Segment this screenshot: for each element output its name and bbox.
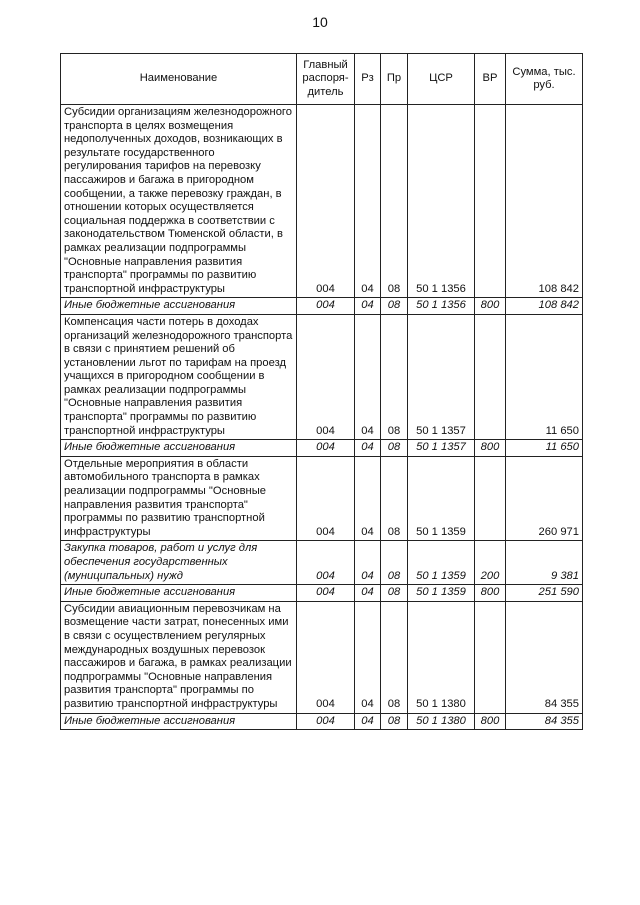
row-pr: 08	[381, 298, 408, 315]
row-pr: 08	[381, 314, 408, 439]
row-glavny: 004	[297, 314, 355, 439]
row-sum: 11 650	[506, 440, 583, 457]
table-row	[61, 601, 583, 713]
row-csr: 50 1 1356	[408, 105, 475, 298]
header-sum: Сумма, тыс. руб.	[506, 54, 583, 105]
row-rz: 04	[355, 713, 381, 730]
row-name: Иные бюджетные ассигнования	[61, 585, 297, 602]
table-row	[61, 440, 583, 457]
row-csr: 50 1 1359	[408, 456, 475, 541]
row-vr: 800	[475, 298, 506, 315]
budget-table	[60, 53, 583, 730]
header-csr: ЦСР	[408, 54, 475, 105]
row-sum: 251 590	[506, 585, 583, 602]
row-name: Отдельные мероприятия в области автомобильного транспорта в рамках реализации подпрограммы "Основные направления развития транспорта" программы по развитию транспортной инфраструктуры	[61, 456, 297, 541]
row-csr: 50 1 1357	[408, 314, 475, 439]
row-sum: 260 971	[506, 456, 583, 541]
table-row	[61, 585, 583, 602]
table-header-row	[61, 54, 583, 105]
row-rz: 04	[355, 456, 381, 541]
row-csr: 50 1 1357	[408, 440, 475, 457]
row-pr: 08	[381, 440, 408, 457]
row-rz: 04	[355, 440, 381, 457]
row-glavny: 004	[297, 585, 355, 602]
row-pr: 08	[381, 541, 408, 585]
row-name: Субсидии организациям железнодорожного транспорта в целях возмещения недополученных доходов, возникающих в результате государственного регулирования тарифов на перевозку пассажиров и багажа в пригородном сообщении, а также перевозку граждан, в отношении которых осуществляется социальная поддержка в соответствии с законодательством Тюменской области, в рамках реализации подпрограммы "Основные направления развития транспорта" программы по развитию транспортной инфраструктуры	[61, 105, 297, 298]
row-pr: 08	[381, 585, 408, 602]
table-row	[61, 298, 583, 315]
header-vr: ВР	[475, 54, 506, 105]
row-glavny: 004	[297, 541, 355, 585]
row-vr: 800	[475, 440, 506, 457]
row-rz: 04	[355, 298, 381, 315]
row-name: Субсидии авиационным перевозчикам на возмещение части затрат, понесенных ими в связи с осуществлением регулярных международных воздушных перевозок пассажиров и багажа, в рамках реализации подпрограммы "Основные направления развития транспорта" программы по развитию транспортной инфраструктуры	[61, 601, 297, 713]
row-rz: 04	[355, 585, 381, 602]
page-number: 10	[312, 14, 328, 30]
row-vr	[475, 314, 506, 439]
header-name: Наименование	[61, 54, 297, 105]
row-csr: 50 1 1380	[408, 713, 475, 730]
table-row	[61, 105, 583, 298]
row-sum: 84 355	[506, 601, 583, 713]
row-sum: 108 842	[506, 105, 583, 298]
row-vr	[475, 105, 506, 298]
row-glavny: 004	[297, 298, 355, 315]
row-vr: 800	[475, 713, 506, 730]
row-sum: 84 355	[506, 713, 583, 730]
row-sum: 108 842	[506, 298, 583, 315]
table-row	[61, 456, 583, 541]
row-vr	[475, 456, 506, 541]
row-rz: 04	[355, 105, 381, 298]
row-pr: 08	[381, 713, 408, 730]
row-glavny: 004	[297, 105, 355, 298]
row-sum: 11 650	[506, 314, 583, 439]
row-csr: 50 1 1356	[408, 298, 475, 315]
row-vr: 800	[475, 585, 506, 602]
row-glavny: 004	[297, 440, 355, 457]
row-vr: 200	[475, 541, 506, 585]
row-name: Иные бюджетные ассигнования	[61, 298, 297, 315]
row-sum: 9 381	[506, 541, 583, 585]
row-pr: 08	[381, 105, 408, 298]
row-glavny: 004	[297, 456, 355, 541]
row-rz: 04	[355, 314, 381, 439]
row-csr: 50 1 1359	[408, 585, 475, 602]
row-name: Иные бюджетные ассигнования	[61, 713, 297, 730]
row-rz: 04	[355, 601, 381, 713]
row-rz: 04	[355, 541, 381, 585]
row-vr	[475, 601, 506, 713]
row-csr: 50 1 1380	[408, 601, 475, 713]
row-csr: 50 1 1359	[408, 541, 475, 585]
row-pr: 08	[381, 601, 408, 713]
header-rz: Рз	[355, 54, 381, 105]
table-row	[61, 314, 583, 439]
row-pr: 08	[381, 456, 408, 541]
row-glavny: 004	[297, 601, 355, 713]
row-glavny: 004	[297, 713, 355, 730]
header-pr: Пр	[381, 54, 408, 105]
row-name: Закупка товаров, работ и услуг для обеспечения государственных (муниципальных) нужд	[61, 541, 297, 585]
row-name: Компенсация части потерь в доходах организаций железнодорожного транспорта в связи с принятием решений об установлении льгот по тарифам на проезд учащихся в пригородном сообщении в рамках реализации подпрограммы "Основные направления развития транспорта" программы по развитию транспортной инфраструктуры	[61, 314, 297, 439]
header-glavny: Главный распоря-дитель	[297, 54, 355, 105]
row-name: Иные бюджетные ассигнования	[61, 440, 297, 457]
table-row	[61, 541, 583, 585]
table-row	[61, 713, 583, 730]
